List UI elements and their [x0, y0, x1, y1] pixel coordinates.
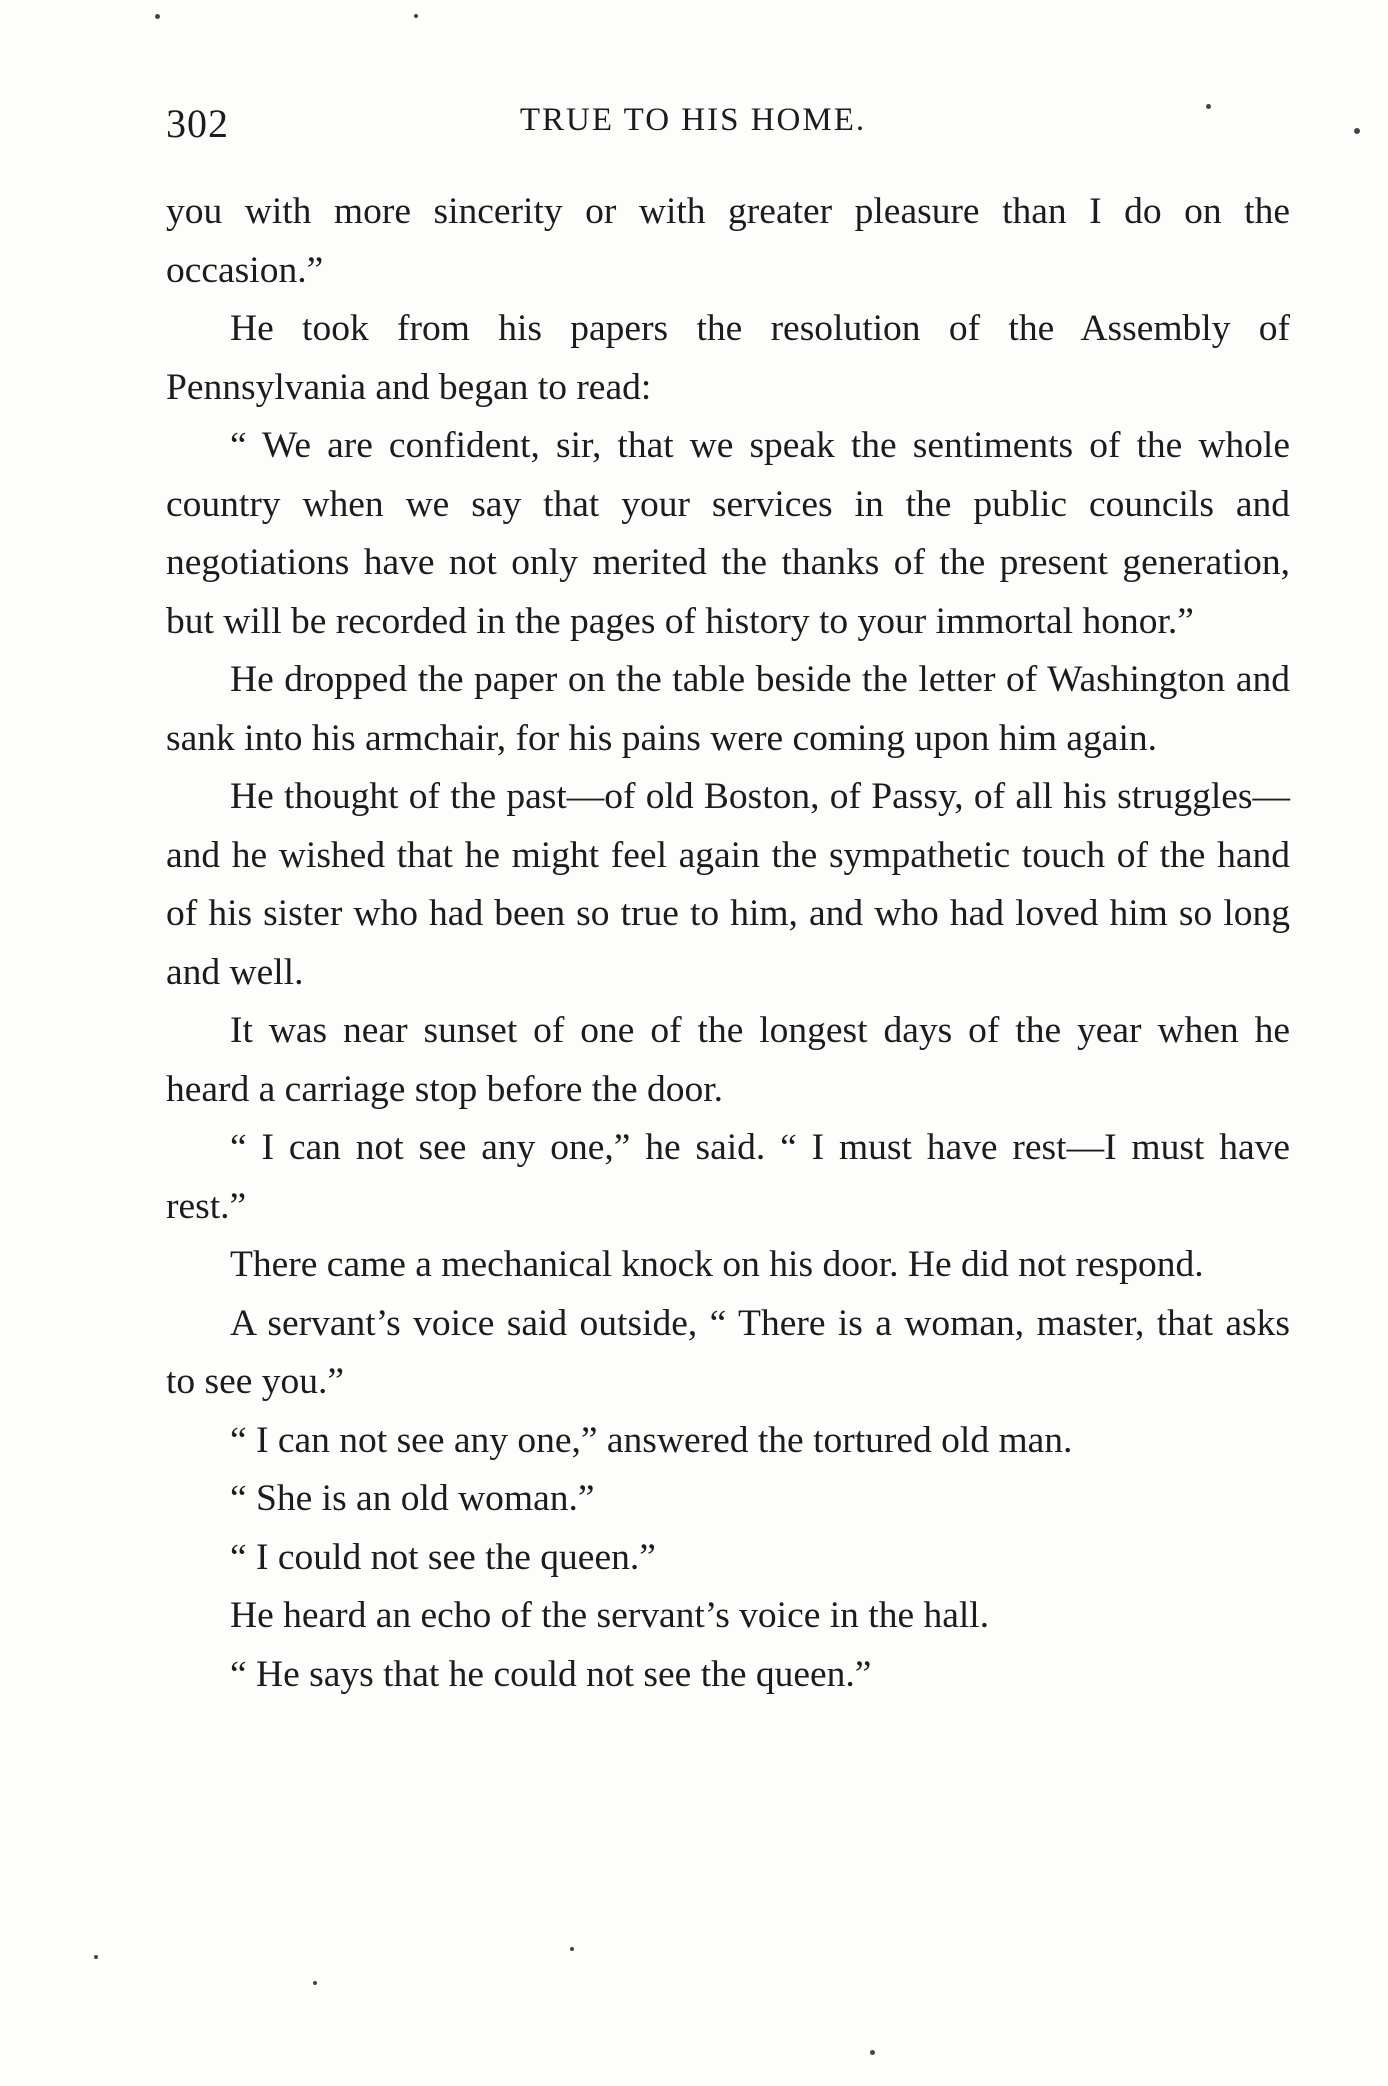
scan-speck [1206, 104, 1211, 109]
paragraph-dialogue: “ I could not see the queen.” [230, 1536, 656, 1578]
paragraph: It was near sunset of one of the longest days of the year when he heard a carriage stop before the door. [166, 1010, 1290, 1110]
paragraph-quotation: “ We are confident, sir, that we speak the sentiments of the whole country when we say that your services in the public councils and negotiations have not only merited the thanks of the present generation, but will be recorded in the pages of history to your immortal honor.” [166, 425, 1290, 642]
scan-speck [570, 1947, 574, 1951]
scan-speck [414, 14, 418, 18]
running-title: TRUE TO HIS HOME. [519, 102, 867, 138]
scan-speck [313, 1981, 317, 1985]
scan-speck [1354, 128, 1360, 134]
body-text [166, 183, 1290, 1704]
paragraph: He dropped the paper on the table beside the letter of Washington and sank into his armchair, for his pains were coming upon him again. [166, 659, 1290, 759]
paragraph-dialogue: A servant’s voice said outside, “ There is a woman, master, that asks to see you.” [166, 1302, 1290, 1402]
paragraph-dialogue: “ He says that he could not see the queen.” [230, 1653, 872, 1695]
scan-speck [155, 14, 160, 19]
paragraph: He thought of the past—of old Boston, of Passy, of all his struggles—and he wished that he might feel again the sympathetic touch of the hand of his sister who had been so true to him, and who had loved him so long and well. [166, 776, 1290, 993]
page-number: 302 [166, 101, 229, 146]
paragraph-continuation: you with more sincerity or with greater pleasure than I do on the occasion.” [166, 191, 1290, 291]
paragraph-dialogue: “ She is an old woman.” [230, 1478, 595, 1519]
paragraph: He took from his papers the resolution of the Assembly of Pennsylvania and began to read: [166, 308, 1290, 408]
scan-speck [870, 2050, 875, 2055]
paragraph-dialogue: “ I can not see any one,” answered the tortured old man. [230, 1419, 1073, 1461]
scan-speck [94, 1955, 98, 1959]
paragraph: There came a mechanical knock on his door. He did not respond. [230, 1244, 1204, 1285]
paragraph: He heard an echo of the servant’s voice in the hall. [230, 1595, 990, 1636]
running-head [166, 100, 1290, 160]
paragraph-dialogue: “ I can not see any one,” he said. “ I must have rest—I must have rest.” [166, 1127, 1290, 1227]
